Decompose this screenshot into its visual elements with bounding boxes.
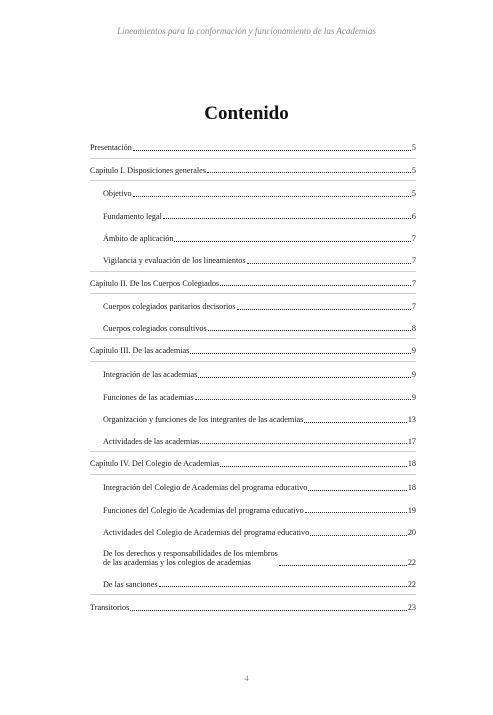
toc-entry-page: 6 <box>411 211 416 221</box>
dot-leader <box>163 218 411 219</box>
page-title: Contenido <box>204 103 289 124</box>
toc-entry-label: Actividades de las academias <box>103 436 200 446</box>
toc-entry-page: 19 <box>407 505 416 515</box>
toc-entry-page: 7 <box>411 278 416 288</box>
toc-entry-integracion-academias[interactable] <box>90 362 416 385</box>
toc-entry-page: 5 <box>411 165 416 175</box>
dot-leader <box>220 285 411 286</box>
dot-leader <box>195 399 411 400</box>
toc-entry-label: Transitorios <box>90 603 130 613</box>
toc-entry-page: 18 <box>407 482 416 492</box>
dot-leader <box>237 309 411 310</box>
dot-leader <box>133 196 411 197</box>
dot-leader <box>130 610 407 611</box>
toc-entry-label: Cuerpos colegiados consultivos <box>103 323 207 333</box>
toc-entry-sanciones[interactable] <box>90 573 416 596</box>
dot-leader <box>208 330 411 331</box>
toc-entry-organizacion[interactable] <box>90 407 416 430</box>
toc-entry-page: 17 <box>407 436 416 446</box>
toc-entry-funciones-colegio[interactable] <box>90 498 416 521</box>
toc-entry-integracion-colegio[interactable] <box>90 475 416 498</box>
dot-leader <box>200 443 407 444</box>
toc-entry-page: 18 <box>407 459 416 469</box>
toc-entry-label: Vigilancia y evaluación de los lineamientos <box>103 255 246 265</box>
toc-entry-label: Fundamento legal <box>103 211 162 221</box>
toc-entry-page: 9 <box>411 346 416 356</box>
toc-entry-objetivo[interactable] <box>90 181 416 204</box>
toc-entry-label: Funciones de las academias <box>103 392 194 402</box>
page-number: 4 <box>244 673 249 683</box>
toc-entry-derechos[interactable] <box>90 543 416 573</box>
toc-entry-page: 9 <box>411 392 416 402</box>
toc-entry-page: 9 <box>411 369 416 379</box>
toc-entry-page: 13 <box>407 415 416 425</box>
toc-entry-page: 22 <box>407 579 416 589</box>
toc-entry-actividades-colegio[interactable] <box>90 520 416 543</box>
table-of-contents <box>90 136 416 618</box>
dot-leader <box>207 172 411 173</box>
toc-entry-page: 8 <box>411 323 416 333</box>
toc-entry-page: 23 <box>407 603 416 613</box>
toc-entry-page: 7 <box>411 255 416 265</box>
dot-leader <box>220 466 406 467</box>
dot-leader <box>279 565 407 566</box>
toc-entry-label: Capítulo III. De las academias <box>90 346 190 356</box>
toc-entry-label: Actividades del Colegio de Academias del programa educativo <box>103 528 310 538</box>
toc-entry-label-line: De los derechos y responsabilidades de los miembros <box>103 548 278 558</box>
toc-entry-label: Capítulo II. De los Cuerpos Colegiados <box>90 278 220 288</box>
running-header: Lineamientos para la conformación y funcionamiento de las Academias <box>117 26 376 36</box>
toc-entry-label: Integración de las academias <box>103 369 198 379</box>
dot-leader <box>305 512 407 513</box>
toc-entry-label: Objetivo <box>103 189 132 199</box>
toc-entry-page: 7 <box>411 234 416 244</box>
toc-entry-capitulo-4[interactable] <box>90 452 416 475</box>
toc-entry-fundamento-legal[interactable] <box>90 204 416 227</box>
dot-leader <box>247 263 411 264</box>
toc-entry-page: 20 <box>407 528 416 538</box>
toc-entry-actividades-academias[interactable] <box>90 430 416 453</box>
dot-leader <box>174 241 410 242</box>
toc-entry-capitulo-1[interactable] <box>90 159 416 182</box>
dot-leader <box>190 353 411 354</box>
toc-entry-label: Capítulo IV. Del Colegio de Academias <box>90 459 220 469</box>
toc-entry-label: Cuerpos colegiados paritarios decisorios <box>103 302 236 312</box>
toc-entry-consultivos[interactable] <box>90 317 416 340</box>
toc-entry-label-line: de las academias y los colegios de academias <box>103 558 251 568</box>
toc-entry-paritarios[interactable] <box>90 294 416 317</box>
toc-entry-page: 7 <box>411 302 416 312</box>
toc-entry-label: Integración del Colegio de Academias del programa educativo <box>103 482 308 492</box>
toc-entry-label <box>103 549 278 568</box>
dot-leader <box>198 377 411 378</box>
dot-leader <box>159 586 407 587</box>
toc-entry-label: Presentación <box>90 143 132 152</box>
toc-entry-page: 5 <box>411 143 416 152</box>
toc-entry-page: 22 <box>407 558 416 568</box>
toc-entry-label: Capítulo I. Disposiciones generales <box>90 165 206 175</box>
toc-entry-transitorios[interactable] <box>90 595 416 618</box>
toc-entry-label: Funciones del Colegio de Academias del programa educativo <box>103 505 304 515</box>
toc-entry-funciones-academias[interactable] <box>90 385 416 408</box>
toc-entry-label: De las sanciones <box>103 579 158 589</box>
toc-entry-presentacion[interactable] <box>90 136 416 159</box>
dot-leader <box>304 422 406 423</box>
toc-entry-ambito[interactable] <box>90 226 416 249</box>
dot-leader <box>308 490 406 491</box>
toc-entry-label: Ámbito de aplicación <box>103 234 174 244</box>
toc-entry-label: Organización y funciones de los integrantes de las academias <box>103 415 304 425</box>
dot-leader <box>310 535 407 536</box>
toc-entry-vigilancia[interactable] <box>90 249 416 272</box>
toc-entry-page: 5 <box>411 189 416 199</box>
toc-entry-capitulo-3[interactable] <box>90 339 416 362</box>
toc-entry-capitulo-2[interactable] <box>90 272 416 295</box>
dot-leader <box>133 150 411 151</box>
